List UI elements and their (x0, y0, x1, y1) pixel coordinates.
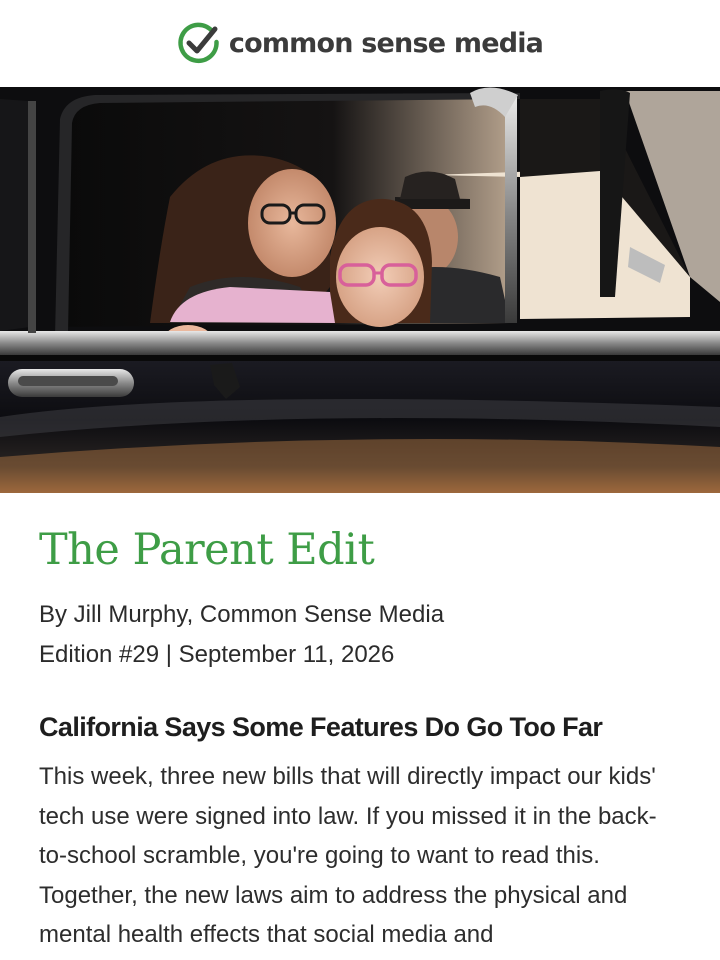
edition-date: Edition #29 | September 11, 2026 (39, 641, 395, 668)
newsletter-header (0, 0, 720, 87)
article-content (0, 523, 720, 955)
hero-image (0, 87, 720, 493)
section-heading: California Says Some Features Do Go Too Far (39, 712, 603, 742)
brand-logo[interactable] (177, 22, 543, 66)
newsletter-title: The Parent Edit (39, 525, 375, 575)
article-paragraph: This week, three new bills that will directly impact our kids' tech use were signed into law. If you missed it in the back-to-school scramble, you're going to want to read this. Together, the new laws aim to address the physical and mental health effects that social media and (39, 763, 657, 948)
logo-text: common sense media (228, 28, 544, 59)
byline: By Jill Murphy, Common Sense Media (39, 601, 445, 628)
checkmark-circle-icon (177, 22, 221, 66)
